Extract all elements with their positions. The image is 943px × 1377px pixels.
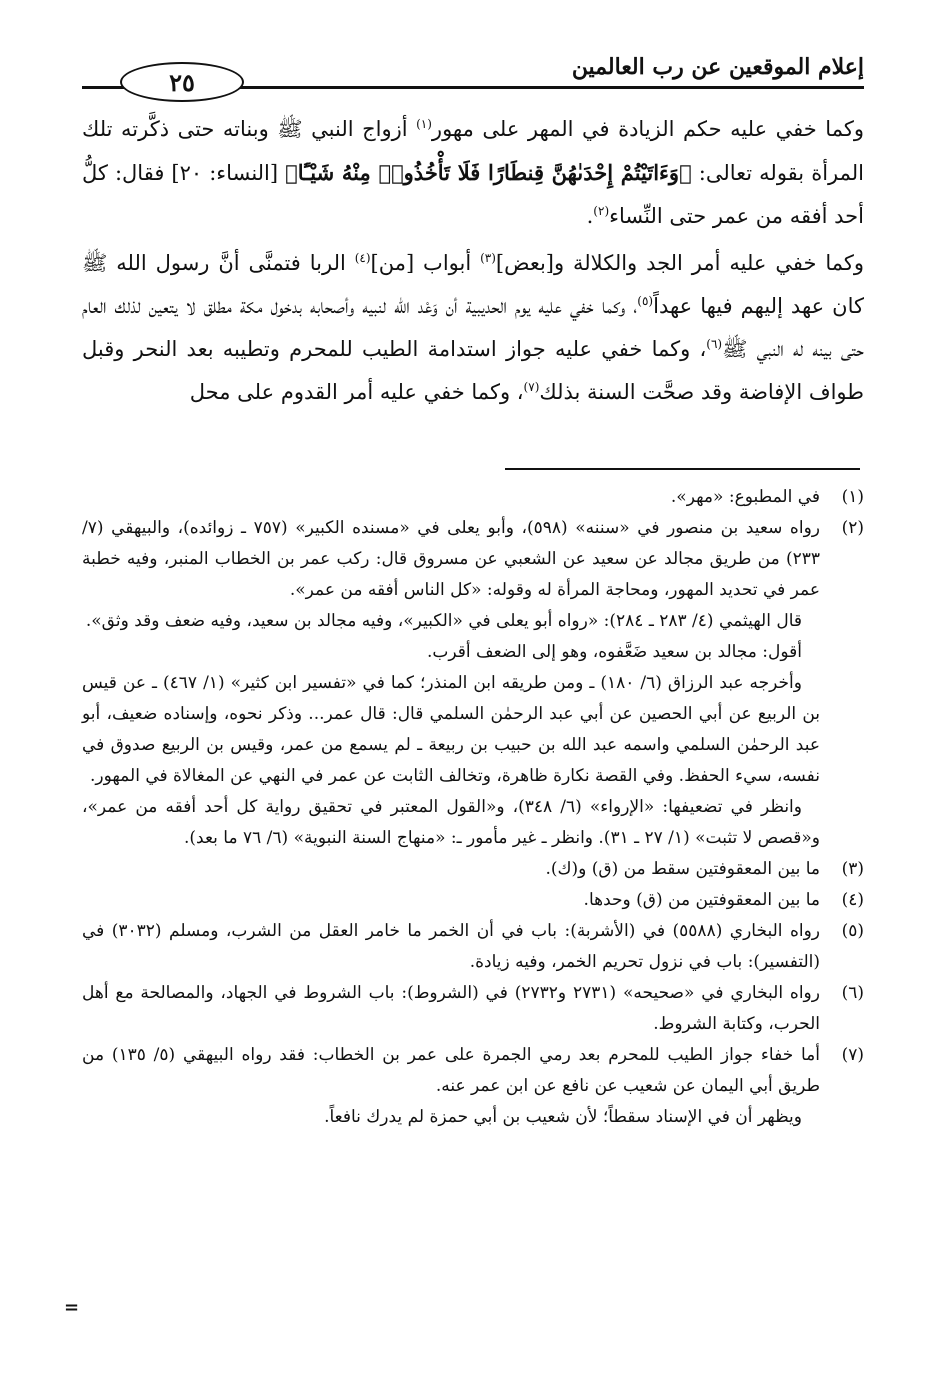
footnote-body [82, 1040, 820, 1133]
text-run: ، وكما خفي عليه أمر القدوم على محل [189, 380, 524, 404]
footnote-ref-7: (٧) [523, 380, 540, 394]
footnote-number: (٦) [841, 983, 864, 1003]
page-number: ٢٥ [169, 67, 195, 97]
footnote-number: (١) [841, 487, 864, 507]
main-paragraph-1 [82, 108, 864, 238]
footnote-number: (٢) [841, 518, 864, 538]
footnote-5 [82, 916, 864, 978]
footnote-text: ما بين المعقوفتين من (ق) وحدها. [583, 890, 820, 910]
footnote-text: أقول: مجالد بن سعيد ضَعَّفوه، وهو إلى الضعف أقرب. [427, 642, 802, 662]
text-run: وكما خفي عليه حكم الزيادة في المهر على مهور [431, 117, 864, 141]
footnote-body [82, 513, 820, 854]
footnote-ref-5: (٥) [637, 294, 654, 308]
page-header [82, 42, 864, 97]
footnote-number: (٣) [841, 859, 864, 879]
footnote-text: وانظر في تضعيفها: «الإرواء» (٦/ ٣٤٨)، و«القول المعتبر في تحقيق رواية كل أحد أفقه من عمر»، و«قصص لا تثبت» (١/ ٢٧ ـ ٣١). وانظر ـ غير مأمور ـ: «منهاج السنة النبوية» (٦/ ٧٦ ما بعد). [82, 797, 820, 848]
text-run: الربا فتمنَّى أنَّ رسول الله ﷺ كان عهد إليهم فيها عهداً [82, 251, 865, 318]
footnote-number: (٧) [841, 1045, 864, 1065]
footnote-4 [82, 885, 864, 916]
footnote-2 [82, 513, 864, 854]
footnote-text: وأخرجه عبد الرزاق (٦/ ١٨٠) ـ ومن طريقه ابن المنذر؛ كما في «تفسير ابن كثير» (١/ ٤٦٧) ـ عن قيس بن الربيع عن أبي الحصين عن أبي عبد الرحمٰن السلمي قال: قال عمر... وذكر نحوه، وإسناده ضعيف، أبو عبد الرحمٰن السلمي واسمه عبد الله بن حبيب بن ربيعة ـ لم يسمع من عمر، وقيس بن الربيع صدوق في نفسه، سيء الحفظ. وفي القصة نكارة ظاهرة، وتخالف الثابت عن عمر في النهي عن المغالاة في المهور. [82, 673, 820, 786]
footnote-separator [505, 468, 860, 470]
footnote-number: (٤) [841, 890, 864, 910]
footnote-text: رواه البخاري في «صحيحه» (٢٧٣١ و٢٧٣٢) في (الشروط): باب الشروط في الجهاد، والمصالحة مع أهل الحرب، وكتابة الشروط. [82, 983, 820, 1034]
footnote-ref-4: (٤) [354, 251, 371, 265]
footnote-number: (٥) [841, 921, 864, 941]
text-run: وكما خفي عليه أمر الجد والكلالة و[بعض] [495, 251, 864, 275]
footnote-body [82, 854, 820, 885]
quran-verse: ﴿وَءَاتَيْتُمْ إِحْدَىٰهُنَّ قِنطَارًا فَلَا تَأْخُذُوا۟ مِنْهُ شَيْـًٔا﴾ [285, 160, 692, 185]
footnote-6 [82, 978, 864, 1040]
text-run: [النساء: ٢٠] فقال: كلُّ أحد أفقه من عمر حتى النِّساء [82, 161, 864, 228]
page-number-oval [120, 62, 244, 102]
footnote-ref-2: (٢) [593, 204, 610, 218]
footnote-3 [82, 854, 864, 885]
text-run: ، وكما خفي عليه جواز استدامة الطيب للمحرم وتطيبه بعد النحر وقبل طواف الإفاضة وقد صحَّت السنة بذلك [82, 337, 864, 404]
footnote-text: رواه سعيد بن منصور في «سننه» (٥٩٨)، وأبو يعلى في «مسنده الكبير» (٧٥٧ ـ زوائده)، والبيهقي (٧/ ٢٣٣) من طريق مجالد عن سعيد عن الشعبي عن مسروق قال: ركب عمر بن الخطاب المنبر، وفيه خطبة عمر في تحديد المهور، ومحاجة المرأة له وقوله: «كل الناس أفقه من عمر». [82, 518, 820, 600]
text-run: أبواب [من] [370, 251, 481, 275]
footnote-ref-1: (١) [416, 117, 432, 131]
footnote-text: في المطبوع: «مهر». [670, 487, 820, 507]
footnote-7 [82, 1040, 864, 1133]
footnote-body [82, 916, 820, 978]
main-text [82, 108, 864, 414]
footnote-body [82, 482, 820, 513]
footnote-body [82, 978, 820, 1040]
text-run: ، وكما خفي عليه يوم الحديبية أن وَعْد الله لنبيه وأصحابه بدخول مكة مطلق لا يتعين لذلك العام حتى بينه له النبي ﷺ [82, 294, 864, 361]
footnotes [82, 482, 864, 1133]
footnote-1 [82, 482, 864, 513]
text-run: . [586, 204, 594, 228]
footnote-text: رواه البخاري (٥٥٨٨) في (الأشربة): باب في أن الخمر ما خامر العقل من الشرب، ومسلم (٣٠٣٢) في (التفسير): باب في نزول تحريم الخمر، وفيه زيادة. [82, 921, 820, 972]
footnote-text: قال الهيثمي (٤/ ٢٨٣ ـ ٢٨٤): «رواه أبو يعلى في «الكبير»، وفيه مجالد بن سعيد، وفيه ضعف وقد وثق». [85, 611, 802, 631]
footnote-body [82, 885, 820, 916]
footnote-text: ما بين المعقوفتين سقط من (ق) و(ك). [545, 859, 820, 879]
footnote-text: أما خفاء جواز الطيب للمحرم بعد رمي الجمرة على عمر بن الخطاب: فقد رواه البيهقي (٥/ ١٣٥) من طريق أبي اليمان عن شعيب عن نافع عن ابن عمر عنه. [82, 1045, 820, 1096]
running-title: إعلام الموقعين عن رب العالمين [571, 54, 864, 80]
footnote-ref-3: (٣) [480, 251, 496, 265]
footnote-text: ويظهر أن في الإسناد سقطاً؛ لأن شعيب بن أبي حمزة لم يدرك نافعاً. [324, 1107, 802, 1127]
text-run: أزواج النبي ﷺ وبناته حتى ذكَّرته تلك المرأة بقوله تعالى: [82, 117, 864, 185]
continuation-mark: = [64, 1297, 80, 1318]
footnote-ref-6: (٦) [706, 337, 723, 351]
main-paragraph-2 [82, 242, 864, 414]
